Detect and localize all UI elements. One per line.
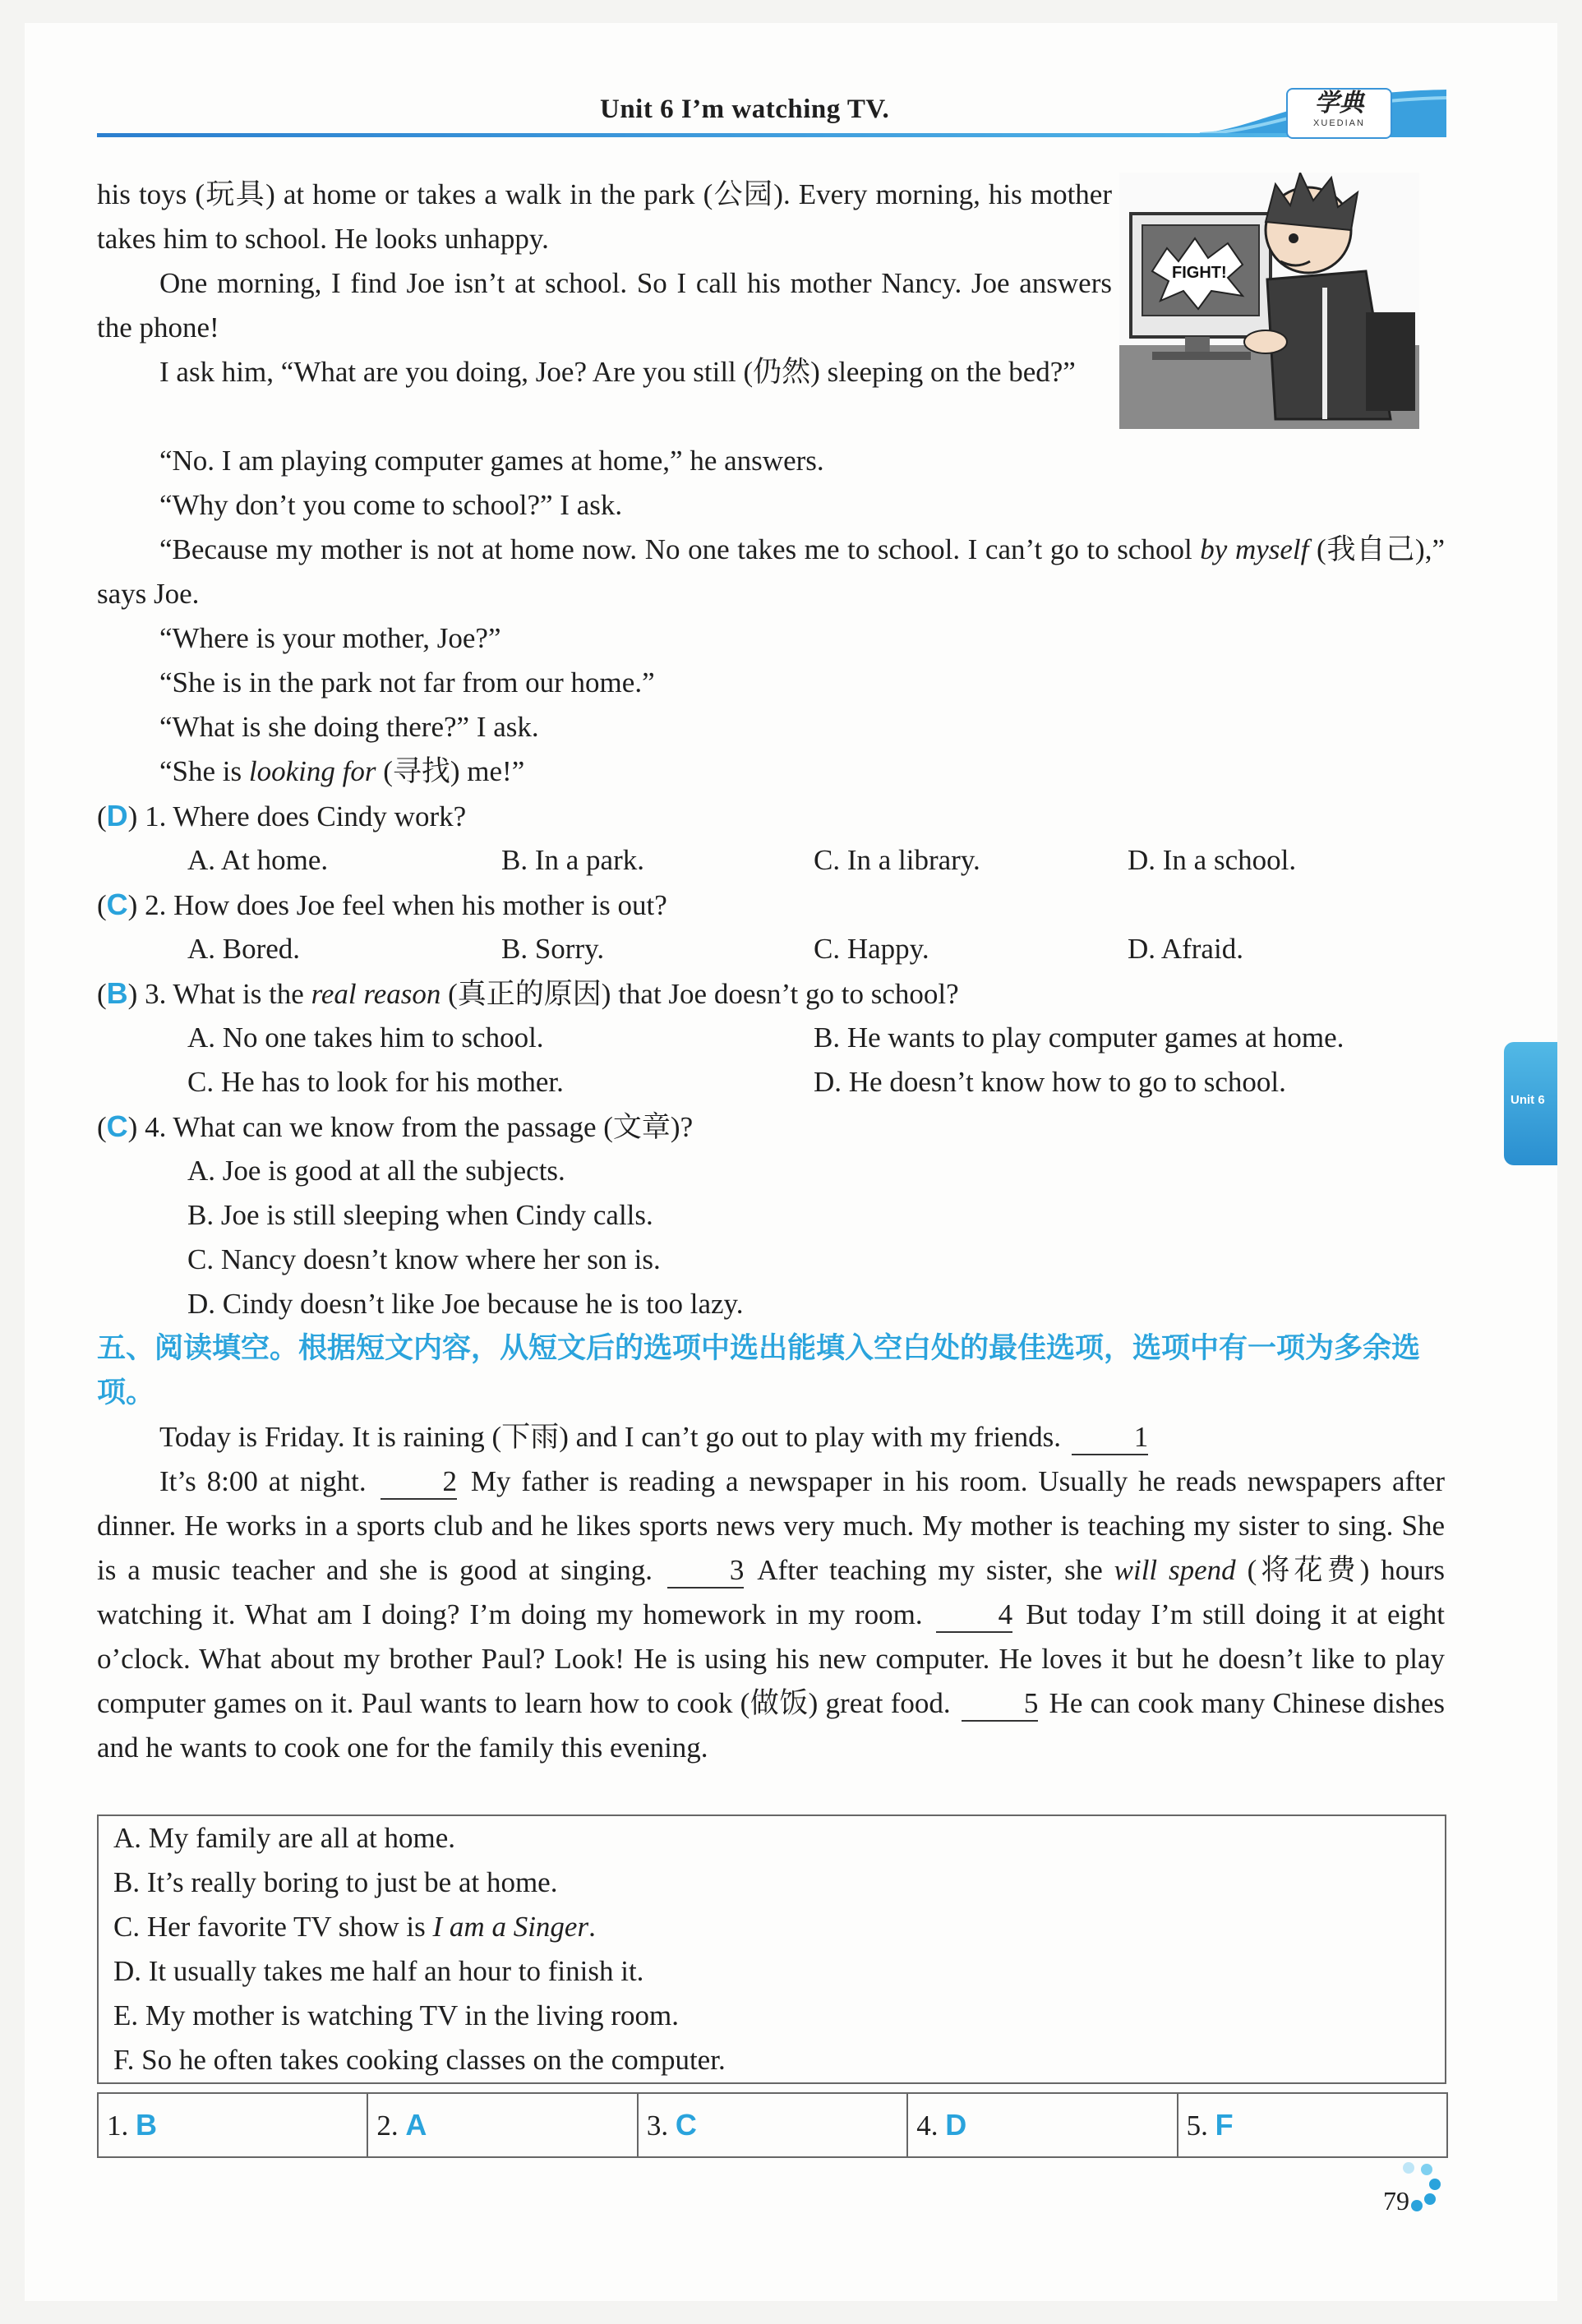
answer-mark: C: [106, 888, 128, 921]
section5-para-1: [97, 1415, 1445, 1459]
option-d: D. It usually takes me half an hour to finish it.: [113, 1955, 644, 1987]
answer-mark: D: [945, 2108, 967, 2142]
blank-3: 3: [667, 1554, 745, 1589]
option: C. In a library.: [814, 844, 980, 876]
publisher-logo: [1286, 88, 1392, 139]
option: B. He wants to play computer games at home.: [814, 1021, 1344, 1054]
text-span: (将花费) hours watching it. What am I doing? I’m doing my homework in my room.: [97, 1554, 1445, 1630]
answer-cell: [908, 2094, 1178, 2156]
option: C. Nancy doesn’t know where her son is.: [187, 1243, 661, 1275]
blank-4: 4: [936, 1598, 1013, 1633]
option-e: E. My mother is watching TV in the living room.: [113, 1999, 679, 2031]
passage-para-one-morning: One morning, I find Joe isn’t at school. So I call his mother Nancy. Joe answers the phone!: [97, 267, 1112, 344]
section-5-heading: 五、阅读填空。根据短文内容，从短文后的选项中选出能填入空白处的最佳选项，选项中有一项为多余选项。: [97, 1332, 1421, 1409]
italic-phrase: real reason: [311, 978, 441, 1010]
passage-para-what: “What is she doing there?” I ask.: [159, 711, 539, 743]
passage-para-no: “No. I am playing computer games at home,” he answers.: [159, 445, 824, 477]
option: A. At home.: [187, 844, 329, 876]
passage-para-looking: [97, 749, 1445, 794]
answer-mark: D: [106, 799, 128, 832]
blank-1: 1: [1072, 1421, 1149, 1455]
text-span: But today I’m still doing it at eight o’clock. What about my brother Paul? Look! He is using his new computer. He loves it but he doesn’t like to play computer games on it. Paul wants to learn how to cook (做饭) great food.: [97, 1598, 1446, 1719]
option-c: [113, 1905, 596, 1949]
options-box: [97, 1814, 1446, 2084]
option: D. Afraid.: [1128, 933, 1243, 965]
answer-mark: B: [136, 2108, 157, 2142]
option: B. In a park.: [501, 844, 644, 876]
unit-side-tab: [1504, 1042, 1557, 1165]
option: D. Cindy doesn’t like Joe because he is too lazy.: [187, 1288, 744, 1320]
text-span: C. Her favorite TV show is: [113, 1911, 426, 1943]
question-stem: (真正的原因) that Joe doesn’t go to school?: [448, 978, 959, 1010]
option: C. He has to look for his mother.: [187, 1066, 564, 1098]
header-rule: [97, 133, 1330, 137]
fight-screen-text: FIGHT!: [1172, 264, 1227, 282]
answer-cell: [99, 2094, 368, 2156]
logo-english: XUEDIAN: [1313, 118, 1365, 128]
question-3: (B) 3. What is the real reason (真正的原因) that Joe doesn’t go to school?: [97, 976, 959, 1010]
answer-num: 3.: [646, 2110, 669, 2142]
page-number: 79: [1383, 2186, 1409, 2216]
option: B. Joe is still sleeping when Cindy calls.: [187, 1199, 653, 1231]
answer-mark: C: [106, 1109, 128, 1143]
answer-cell: [368, 2094, 638, 2156]
answer-num: 5.: [1186, 2110, 1208, 2142]
hexagon-dots-decoration: [1397, 2161, 1446, 2227]
text-span: “She is: [159, 755, 242, 787]
text-span: .: [588, 1911, 596, 1943]
passage-para-because: [97, 528, 1445, 616]
option-b: B. It’s really boring to just be at home.: [113, 1866, 558, 1898]
option: B. Sorry.: [501, 933, 605, 965]
answer-mark: B: [106, 976, 128, 1010]
answer-mark: A: [405, 2108, 427, 2142]
italic-phrase: will spend: [1114, 1554, 1236, 1586]
passage-para-why: “Why don’t you come to school?” I ask.: [159, 489, 623, 521]
blank-2: 2: [381, 1465, 458, 1500]
blank-5: 5: [962, 1687, 1039, 1722]
page-header-title: Unit 6 I’m watching TV.: [600, 95, 890, 124]
option: A. Joe is good at all the subjects.: [187, 1155, 565, 1187]
question-1: (D) 1. Where does Cindy work?: [97, 799, 467, 832]
text-span: He can cook many Chinese dishes and he wants to cook one for the family this evening.: [97, 1687, 1446, 1764]
passage-para-park: “She is in the park not far from our home.”: [159, 666, 655, 699]
logo-chinese: 学典: [1314, 90, 1364, 117]
option-a: A. My family are all at home.: [113, 1822, 455, 1854]
answer-mark: F: [1215, 2108, 1234, 2142]
text-span: Today is Friday. It is raining (下雨) and I can’t go out to play with my friends.: [159, 1421, 1061, 1453]
passage-para-where: “Where is your mother, Joe?”: [159, 622, 501, 654]
answer-cell: [1178, 2094, 1446, 2156]
answer-num: 4.: [916, 2110, 939, 2142]
question-stem: 4. What can we know from the passage (文章)?: [145, 1111, 694, 1143]
answer-num: 2.: [376, 2110, 399, 2142]
italic-phrase: looking for: [248, 755, 376, 787]
question-stem: 2. How does Joe feel when his mother is out?: [145, 889, 667, 921]
option-f: F. So he often takes cooking classes on the computer.: [113, 2044, 726, 2076]
passage-para-ask-him: I ask him, “What are you doing, Joe? Are you still (仍然) sleeping on the bed?”: [159, 356, 1076, 388]
section5-para-2: [97, 1459, 1445, 1770]
text-span: After teaching my sister, she: [757, 1554, 1103, 1586]
text-span: (我自己),” says Joe.: [97, 533, 1445, 610]
text-span: “Because my mother is not at home now. No one takes me to school. I can’t go to school: [159, 533, 1192, 565]
text-span: My father is reading a newspaper in his room. Usually he reads newspapers after dinner. He works in a sports club and he likes sports news very much. My mother is teaching my sister to sing. She is a music teacher and she is good at singing.: [97, 1465, 1446, 1586]
option: A. Bored.: [187, 933, 301, 965]
question-stem: 1. Where does Cindy work?: [145, 800, 467, 832]
option: C. Happy.: [814, 933, 929, 965]
option: D. In a school.: [1128, 844, 1297, 876]
answer-table: [97, 2092, 1448, 2158]
italic-phrase: by myself: [1200, 533, 1309, 565]
answer-num: 1.: [107, 2110, 129, 2142]
boy-computer-illustration: [1119, 173, 1419, 429]
passage-line-toys: his toys (玩具) at home or takes a walk in the park (公园). Every morning, his mother takes him to school. He looks unhappy.: [97, 178, 1112, 255]
answer-cell: [639, 2094, 908, 2156]
answer-mark: C: [675, 2108, 697, 2142]
side-tab-label: Unit 6: [1511, 1093, 1545, 1107]
text-span: It’s 8:00 at night.: [159, 1465, 367, 1497]
text-span: (寻找) me!”: [383, 755, 525, 787]
question-stem: 3. What is the: [145, 978, 304, 1010]
option: D. He doesn’t know how to go to school.: [814, 1066, 1286, 1098]
italic-phrase: I am a Singer: [432, 1911, 589, 1943]
question-4: (C) 4. What can we know from the passage (文章)?: [97, 1109, 694, 1143]
option: A. No one takes him to school.: [187, 1021, 544, 1054]
question-2: (C) 2. How does Joe feel when his mother is out?: [97, 888, 667, 921]
